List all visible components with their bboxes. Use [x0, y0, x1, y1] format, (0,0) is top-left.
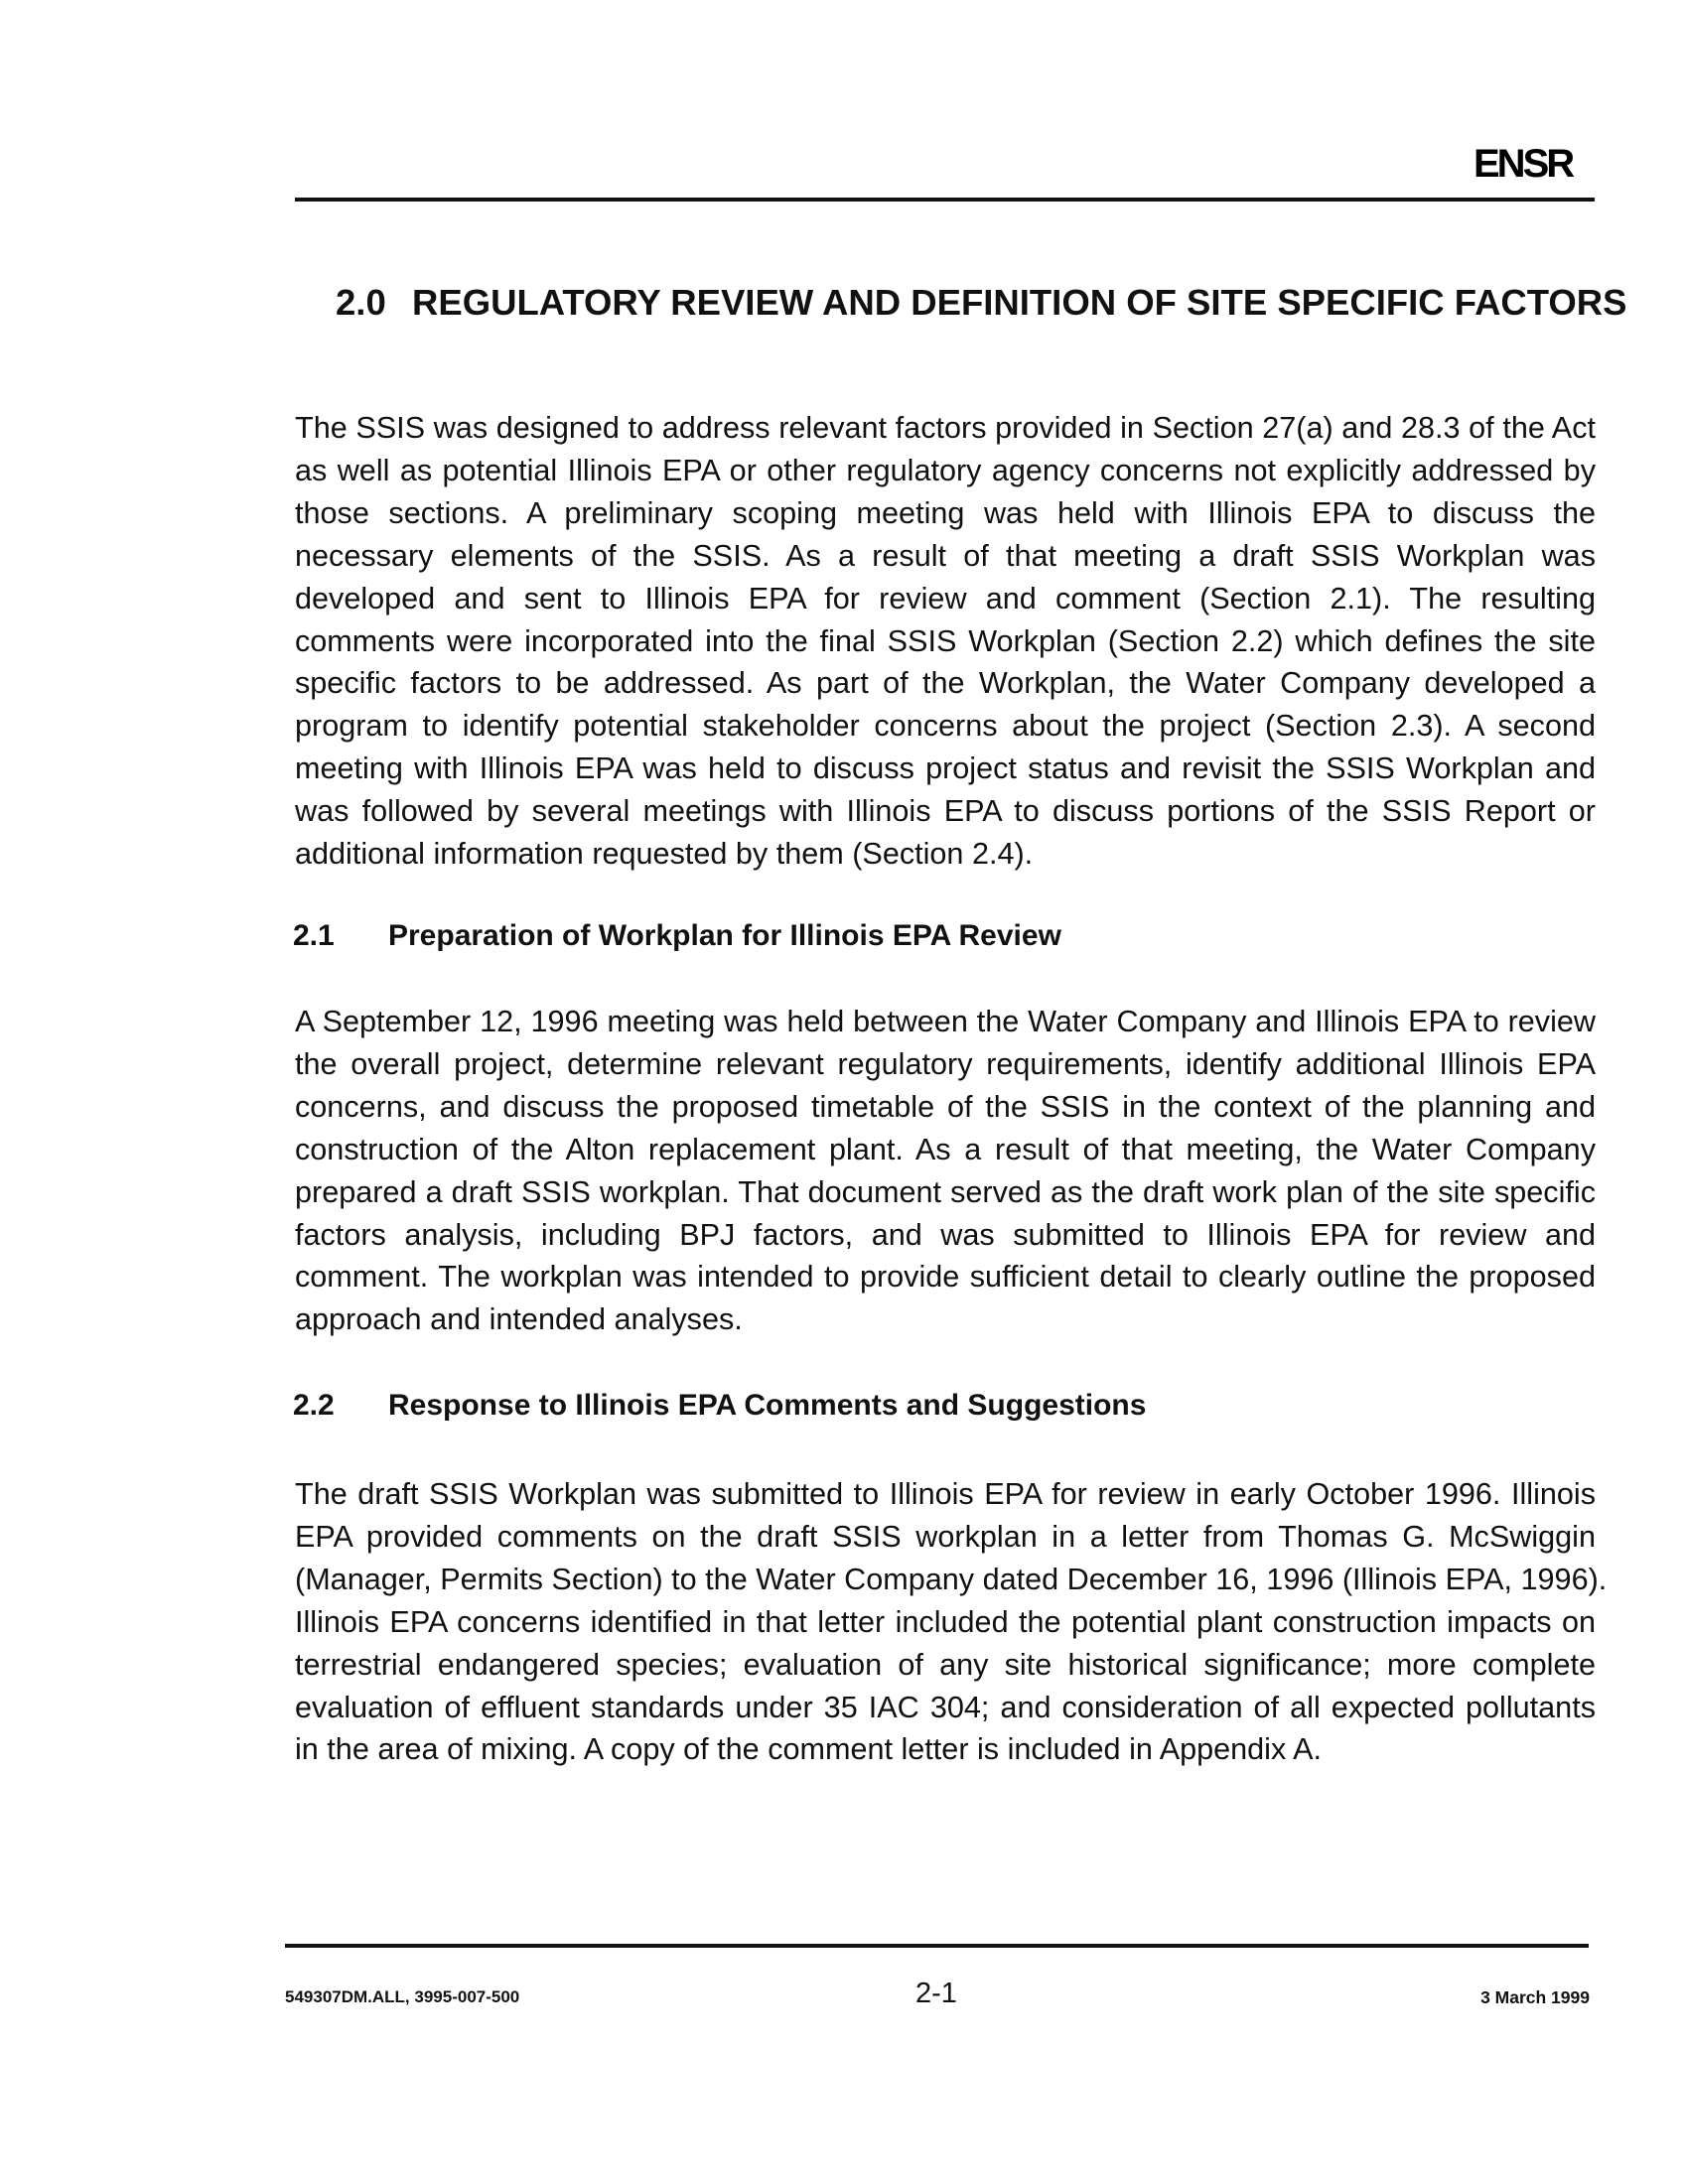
paragraph-line: comments were incorporated into the final SSIS Workplan (Section 2.2) which defines the site [295, 623, 1596, 658]
paragraph-line: those sections. A preliminary scoping meeting was held with Illinois EPA to discuss the [295, 495, 1596, 530]
section-heading-2-1 [293, 918, 1061, 954]
paragraph-line: developed and sent to Illinois EPA for review and comment (Section 2.1). The resulting [295, 581, 1596, 615]
paragraph-line: program to identify potential stakeholder concerns about the project (Section 2.3). A second [295, 709, 1596, 744]
section-heading-text: Response to Illinois EPA Comments and Suggestions [388, 1389, 1147, 1422]
ensr-logo: ENSR [1474, 142, 1573, 186]
section-number: 2.1 [293, 919, 335, 952]
footer-page-number: 2-1 [915, 1978, 957, 2009]
paragraph-line: EPA provided comments on the draft SSIS workplan in a letter from Thomas G. McSwiggin [295, 1519, 1596, 1554]
paragraph-line: Illinois EPA concerns identified in that letter included the potential plant construction impacts on [295, 1604, 1596, 1639]
paragraph-line: necessary elements of the SSIS. As a result of that meeting a draft SSIS Workplan was [295, 538, 1596, 573]
paragraph-line: concerns, and discuss the proposed timetable of the SSIS in the context of the planning and [295, 1089, 1596, 1124]
page-title [336, 283, 1627, 323]
paragraph-line: additional information requested by them (Section 2.4). [295, 837, 1034, 872]
header-rule [295, 198, 1595, 202]
section-heading-2-2 [293, 1388, 1146, 1424]
paragraph-line: prepared a draft SSIS workplan. That document served as the draft work plan of the site specific [295, 1174, 1596, 1209]
footer-rule [285, 1944, 1589, 1948]
paragraph-line: the overall project, determine relevant regulatory requirements, identify additional Illinois EPA [295, 1046, 1596, 1081]
paragraph-line: The draft SSIS Workplan was submitted to Illinois EPA for review in early October 1996. Illinois [295, 1477, 1596, 1511]
paragraph-line: specific factors to be addressed. As part of the Workplan, the Water Company developed a [295, 666, 1596, 701]
section-heading-text: Preparation of Workplan for Illinois EPA Review [388, 919, 1061, 952]
paragraph-line: A September 12, 1996 meeting was held between the Water Company and Illinois EPA to review [295, 1005, 1596, 1038]
paragraph-line: approach and intended analyses. [295, 1302, 743, 1337]
paragraph-line: evaluation of effluent standards under 35 IAC 304; and consideration of all expected pollutants [295, 1690, 1596, 1724]
title-number: 2.0 [336, 282, 386, 323]
paragraph-line: in the area of mixing. A copy of the comment letter is included in Appendix A. [295, 1732, 1322, 1767]
paragraph-line: was followed by several meetings with Illinois EPA to discuss portions of the SSIS Report or [295, 794, 1596, 829]
paragraph-line: terrestrial endangered species; evaluation of any site historical significance; more complete [295, 1647, 1596, 1682]
footer-date: 3 March 1999 [1480, 1987, 1590, 2007]
footer-document-id: 549307DM.ALL, 3995-007-500 [285, 1987, 520, 2006]
section-2-2-paragraph [295, 1473, 1608, 1771]
paragraph-line: (Manager, Permits Section) to the Water Company dated December 16, 1996 (Illinois EPA, 1996). [295, 1562, 1608, 1596]
paragraph-line: comment. The workplan was intended to provide sufficient detail to clearly outline the proposed [295, 1260, 1596, 1295]
paragraph-line: as well as potential Illinois EPA or other regulatory agency concerns not explicitly addressed by [295, 453, 1596, 487]
title-text: REGULATORY REVIEW AND DEFINITION OF SITE SPECIFIC FACTORS [412, 282, 1627, 323]
paragraph-line: meeting with Illinois EPA was held to discuss project status and revisit the SSIS Workplan and [295, 751, 1596, 786]
paragraph-line: The SSIS was designed to address relevant factors provided in Section 27(a) and 28.3 of the Act [295, 411, 1596, 445]
paragraph-line: construction of the Alton replacement plant. As a result of that meeting, the Water Company [295, 1132, 1596, 1166]
paragraph-line: factors analysis, including BPJ factors, and was submitted to Illinois EPA for review and [295, 1217, 1596, 1252]
intro-paragraph [295, 407, 1596, 876]
section-number: 2.2 [293, 1389, 335, 1422]
section-2-1-paragraph [295, 1001, 1596, 1341]
